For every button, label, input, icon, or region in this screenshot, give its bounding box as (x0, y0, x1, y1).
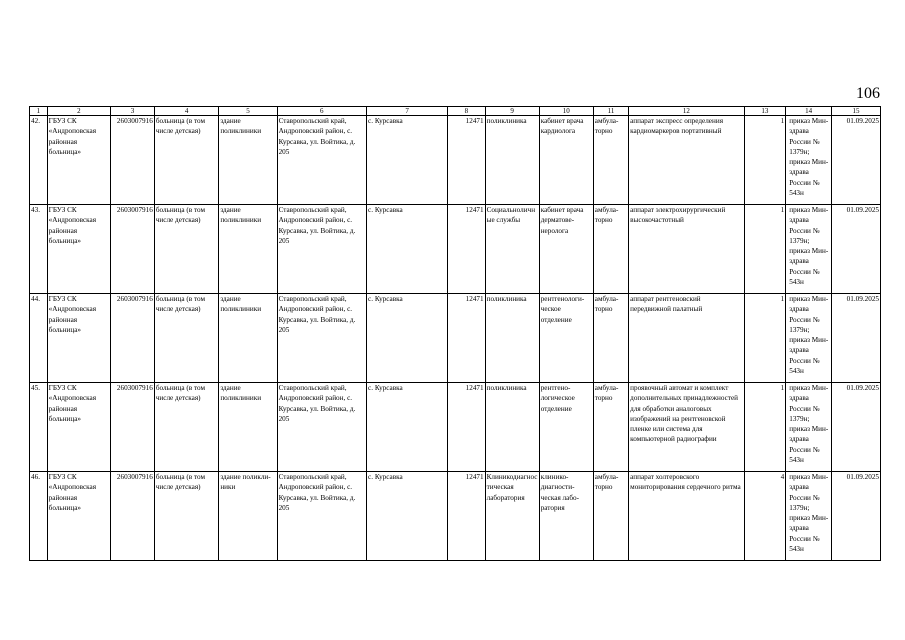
address: Ставропольский край, Андроповский район, с. Курсавка, ул. Войтика, д. 205 (277, 116, 366, 205)
equipment-name: аппарат электрохирургический высокочастотный (629, 205, 744, 294)
quantity-and-order-cell (786, 383, 832, 472)
quantity-required: 1 (744, 294, 786, 383)
facility-type: больница (в том числе детская) (154, 472, 219, 561)
quantity-required: 1 (744, 116, 786, 205)
legal-basis: приказ Мин-здрава России № 1379н; приказ Мин-здрава России № 543н (789, 206, 829, 287)
column-number: 13 (744, 107, 786, 116)
column-number-row (30, 107, 881, 116)
department: клинико-диагности-ческая лабо-ратория (539, 472, 593, 561)
quantity-and-order-cell (786, 472, 832, 561)
structural-unit: Клиникодиагностическая лаборатория (485, 472, 539, 561)
index-code: 12471 (448, 383, 485, 472)
column-number: 3 (111, 107, 155, 116)
quantity-required: 1 (744, 383, 786, 472)
department: рентгенологи-ческое отделение (539, 294, 593, 383)
locality: с. Курсавка (367, 383, 448, 472)
locality: с. Курсавка (367, 294, 448, 383)
department: кабинет врача кардиолога (539, 116, 593, 205)
column-number: 4 (154, 107, 219, 116)
structural-unit: поликлиника (485, 294, 539, 383)
address: Ставропольский край, Андроповский район, с. Курсавка, ул. Войтика, д. 205 (277, 472, 366, 561)
table-row (30, 383, 881, 472)
care-form: амбула-торно (593, 383, 628, 472)
organization-name: ГБУЗ СК «Андроповская районная больница» (47, 383, 110, 472)
column-number: 8 (448, 107, 485, 116)
legal-basis: приказ Мин-здрава России № 1379н; приказ Мин-здрава России № 543н (789, 384, 829, 465)
structural-unit: поликлиника (485, 383, 539, 472)
quantity-and-order-cell (786, 294, 832, 383)
quantity-required: 1 (744, 205, 786, 294)
date: 01.09.2025 (832, 205, 881, 294)
column-number: 11 (593, 107, 628, 116)
locality: с. Курсавка (367, 472, 448, 561)
organization-code: 2603007916 (111, 472, 155, 561)
column-number: 5 (219, 107, 277, 116)
address: Ставропольский край, Андроповский район, с. Курсавка, ул. Войтика, д. 205 (277, 205, 366, 294)
date: 01.09.2025 (832, 116, 881, 205)
date: 01.09.2025 (832, 383, 881, 472)
organization-code: 2603007916 (111, 116, 155, 205)
facility-type: больница (в том числе детская) (154, 205, 219, 294)
page-number: 106 (856, 85, 880, 102)
row-number: 46. (30, 472, 48, 561)
care-form: амбула-торно (593, 472, 628, 561)
facility-type: больница (в том числе детская) (154, 116, 219, 205)
column-number: 6 (277, 107, 366, 116)
address: Ставропольский край, Андроповский район, с. Курсавка, ул. Войтика, д. 205 (277, 383, 366, 472)
care-form: амбула-торно (593, 294, 628, 383)
equipment-name: аппарат экспресс определения кардиомаркеров портативный (629, 116, 744, 205)
column-number: 9 (485, 107, 539, 116)
facility-type: больница (в том числе детская) (154, 294, 219, 383)
address: Ставропольский край, Андроповский район, с. Курсавка, ул. Войтика, д. 205 (277, 294, 366, 383)
building-name: здание поликлиники (219, 294, 277, 383)
department: рентгено-логическое отделение (539, 383, 593, 472)
building-name: здание поликлиники (219, 116, 277, 205)
structural-unit: поликлиника (485, 116, 539, 205)
organization-name: ГБУЗ СК «Андроповская районная больница» (47, 294, 110, 383)
table-row (30, 205, 881, 294)
quantity-and-order-cell (786, 116, 832, 205)
row-number: 43. (30, 205, 48, 294)
organization-name: ГБУЗ СК «Андроповская районная больница» (47, 116, 110, 205)
index-code: 12471 (448, 205, 485, 294)
organization-code: 2603007916 (111, 294, 155, 383)
care-form: амбула-торно (593, 116, 628, 205)
locality: с. Курсавка (367, 116, 448, 205)
column-number: 2 (47, 107, 110, 116)
structural-unit: Социальноличные службы (485, 205, 539, 294)
building-name: здание поликлиники (219, 205, 277, 294)
quantity-and-order-cell (786, 205, 832, 294)
care-form: амбула-торно (593, 205, 628, 294)
building-name: здание поликлиники (219, 383, 277, 472)
date: 01.09.2025 (832, 294, 881, 383)
row-number: 45. (30, 383, 48, 472)
equipment-name: аппарат холтеровского мониторирования сердечного ритма (629, 472, 744, 561)
row-number: 42. (30, 116, 48, 205)
index-code: 12471 (448, 116, 485, 205)
legal-basis: приказ Мин-здрава России № 1379н; приказ Мин-здрава России № 543н (789, 295, 829, 376)
column-number: 1 (30, 107, 48, 116)
legal-basis: приказ Мин-здрава России № 1379н; приказ Мин-здрава России № 543н (789, 117, 829, 198)
equipment-table (29, 106, 881, 561)
index-code: 12471 (448, 294, 485, 383)
organization-code: 2603007916 (111, 205, 155, 294)
table-row (30, 116, 881, 205)
department: кабинет врача дерматове-неролога (539, 205, 593, 294)
organization-code: 2603007916 (111, 383, 155, 472)
organization-name: ГБУЗ СК «Андроповская районная больница» (47, 472, 110, 561)
legal-basis: приказ Мин-здрава России № 1379н; приказ Мин-здрава России № 543н (789, 473, 829, 554)
index-code: 12471 (448, 472, 485, 561)
date: 01.09.2025 (832, 472, 881, 561)
equipment-name: аппарат рентгеновский передвижной палатный (629, 294, 744, 383)
column-number: 12 (629, 107, 744, 116)
column-number: 15 (832, 107, 881, 116)
facility-type: больница (в том числе детская) (154, 383, 219, 472)
quantity-required: 4 (744, 472, 786, 561)
organization-name: ГБУЗ СК «Андроповская районная больница» (47, 205, 110, 294)
column-number: 10 (539, 107, 593, 116)
locality: с. Курсавка (367, 205, 448, 294)
row-number: 44. (30, 294, 48, 383)
building-name: здание поликли-ники (219, 472, 277, 561)
table-row (30, 294, 881, 383)
equipment-name: проявочный автомат и комплект дополнительных принадлежностей для обработки аналоговых изображений на рентгеновской пленке или система для компьютерной радиографии (629, 383, 744, 472)
column-number: 14 (786, 107, 832, 116)
column-number: 7 (367, 107, 448, 116)
table-row (30, 472, 881, 561)
